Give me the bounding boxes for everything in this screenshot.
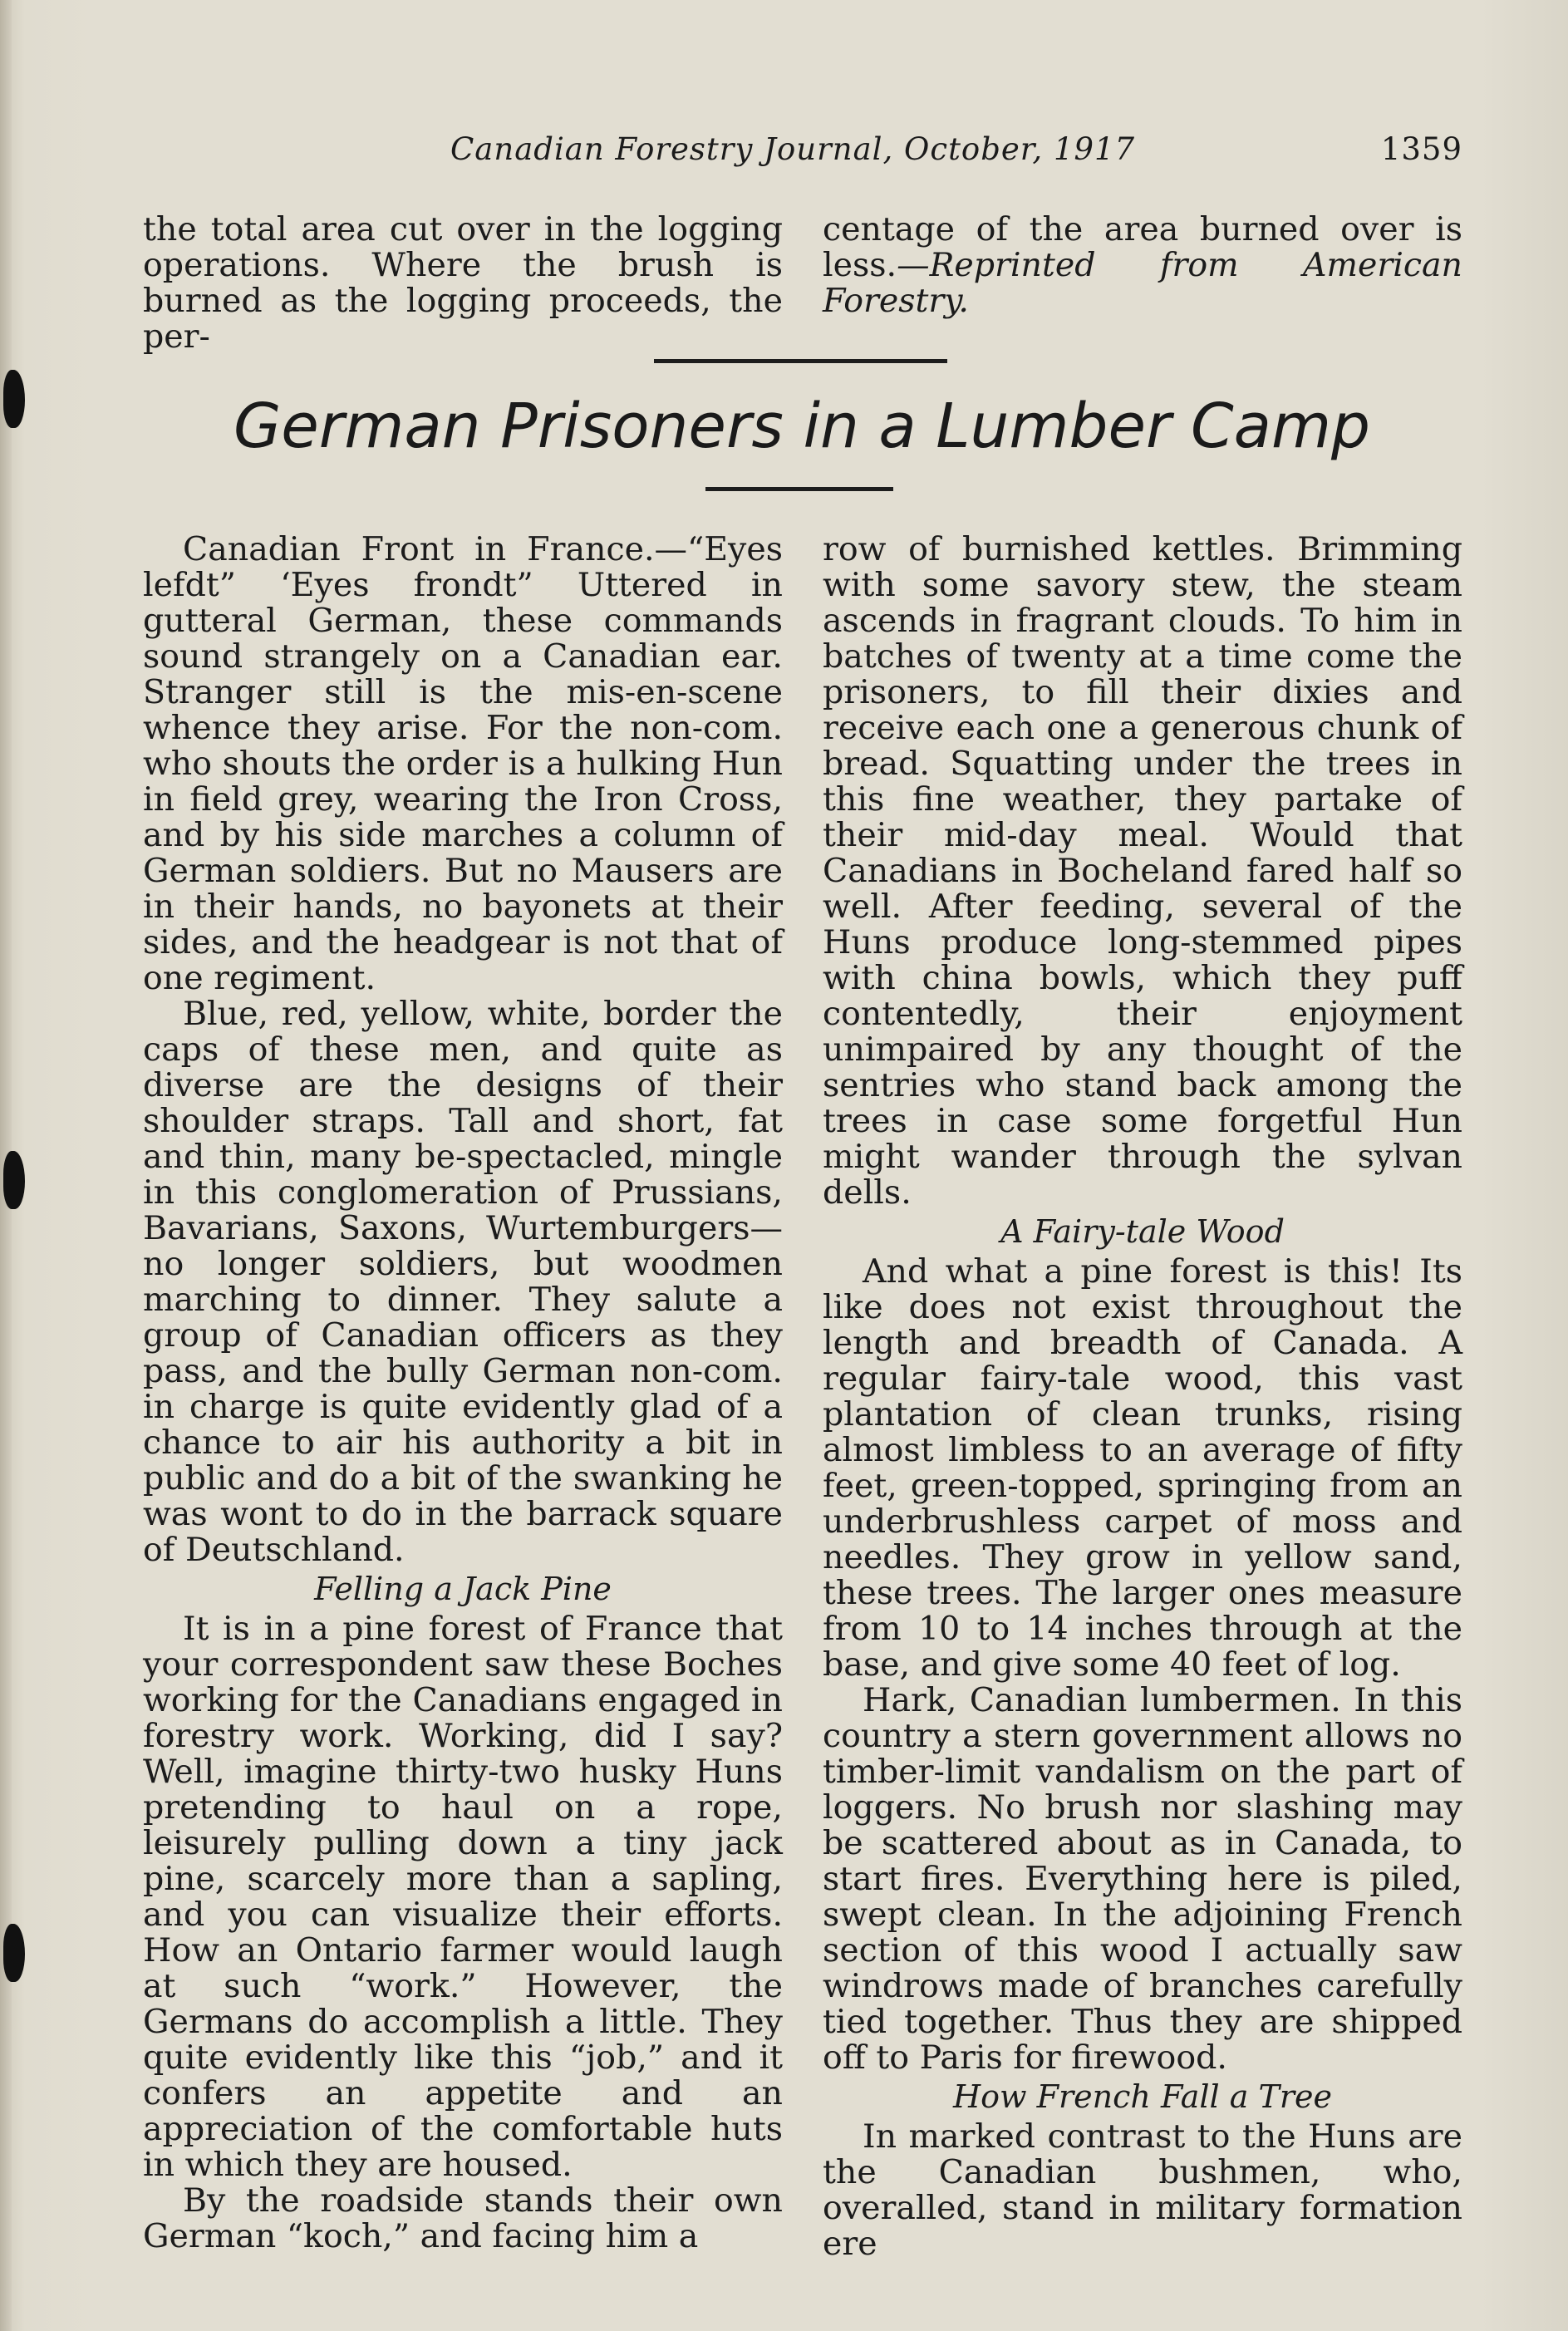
intro-right-paragraph	[823, 212, 1462, 319]
intro-left-text: the total area cut over in the logging operations. Where the brush is burned as the logging proceeds, the per-	[143, 210, 783, 356]
article-headline: German Prisoners in a Lumber Camp	[233, 391, 1371, 462]
binding-hole	[3, 1924, 25, 1982]
intro-right-column	[823, 212, 1462, 319]
paragraph: It is in a pine forest of France that your correspondent saw these Boches working for the Canadians engaged in forestry work. Working, did I say? Well, imagine thirty-two husky Huns pretending to haul on a rope, leisurely pulling down a tiny jack pine, scarcely more than a sapling, and you can visualize their efforts. How an Ontario farmer would laugh at such “work.” However, the Germans do accomplish a little. They quite evidently like this “job,” and it confers an appetite and an appreciation of the comfortable huts in which they are housed.	[143, 1610, 783, 2184]
paragraph: row of burnished kettles. Brimming with some savory stew, the steam ascends in fragrant clouds. To him in batches of twenty at a time come the prisoners, to fill their dixies and receive each one a generous chunk of bread. Squatting under the trees in this fine weather, they partake of their mid-day meal. Would that Canadians in Bocheland fared half so well. After feeding, several of the Huns produce long-stemmed pipes with china bowls, which they puff contentedly, their enjoyment unimpaired by any thought of the sentries who stand back among the trees in case some forgetful Hun might wander through the sylvan dells.	[823, 530, 1462, 1212]
paragraph: And what a pine forest is this! Its like does not exist throughout the length and breadth of Canada. A regular fairy-tale wood, this vast plantation of clean trunks, rising almost limbless to an average of fifty feet, green-topped, springing from an underbrushless carpet of moss and needles. They grow in yellow sand, these trees. The larger ones measure from 10 to 14 inches through at the base, and give some 40 feet of log.	[823, 1252, 1462, 1684]
subheading-how-french-fall-tree: How French Fall a Tree	[953, 2078, 1332, 2115]
page-number: 1359	[1380, 131, 1462, 167]
journal-title: Canadian Forestry Journal, October, 1917	[450, 131, 1136, 167]
paragraph: In marked contrast to the Huns are the Canadian bushmen, who, overalled, stand in military formation ere	[823, 2117, 1462, 2263]
paragraph: Hark, Canadian lumbermen. In this country a stern government allows no timber-limit vandalism on the part of loggers. No brush nor slashing may be scattered about as in Canada, to start fires. Everything here is piled, swept clean. In the adjoining French section of this wood I actually saw windrows made of branches carefully tied together. Thus they are shipped off to Paris for firewood.	[823, 1681, 1462, 2077]
paragraph: Canadian Front in France.—“Eyes lefdt” ‘Eyes frondt” Uttered in gutteral German, these commands sound strangely on a Canadian ear. Stranger still is the mis-en-scene whence they arise. For the non-com. who shouts the order is a hulking Hun in field grey, wearing the Iron Cross, and by his side marches a column of German soldiers. But no Mausers are in their hands, no bayonets at their sides, and the headgear is not that of one regiment.	[143, 530, 783, 997]
headline-rule-top	[654, 359, 947, 363]
article-right-column	[823, 532, 1462, 2262]
binding-hole	[3, 370, 25, 428]
intro-right-text: centage of the area burned over is less.	[823, 210, 1462, 284]
paragraph: By the roadside stands their own German “koch,” and facing him a	[143, 2181, 783, 2255]
intro-left-column	[143, 212, 783, 355]
subheading-felling-jack-pine: Felling a Jack Pine	[314, 1571, 612, 1607]
binding-hole	[3, 1151, 25, 1209]
article-body	[143, 532, 1464, 2269]
paragraph: Blue, red, yellow, white, border the caps of these men, and quite as diverse are the designs of their shoulder straps. Tall and short, fat and thin, many be-spectacled, mingle in this conglomeration of Prussians, Bavarians, Saxons, Wurtemburgers—no longer soldiers, but woodmen marching to dinner. They salute a group of Canadian officers as they pass, and the bully German non-com. in charge is quite evidently glad of a chance to air his authority a bit in public and do a bit of the swanking he was wont to do in the barrack square of Deutschland.	[143, 995, 783, 1569]
reprint-credit: —Reprinted from American Forestry.	[823, 246, 1462, 320]
subheading-fairy-tale-wood: A Fairy-tale Wood	[1000, 1213, 1285, 1250]
headline-rule-bottom	[705, 487, 893, 491]
article-left-column	[143, 532, 783, 2255]
running-header	[141, 131, 1462, 181]
